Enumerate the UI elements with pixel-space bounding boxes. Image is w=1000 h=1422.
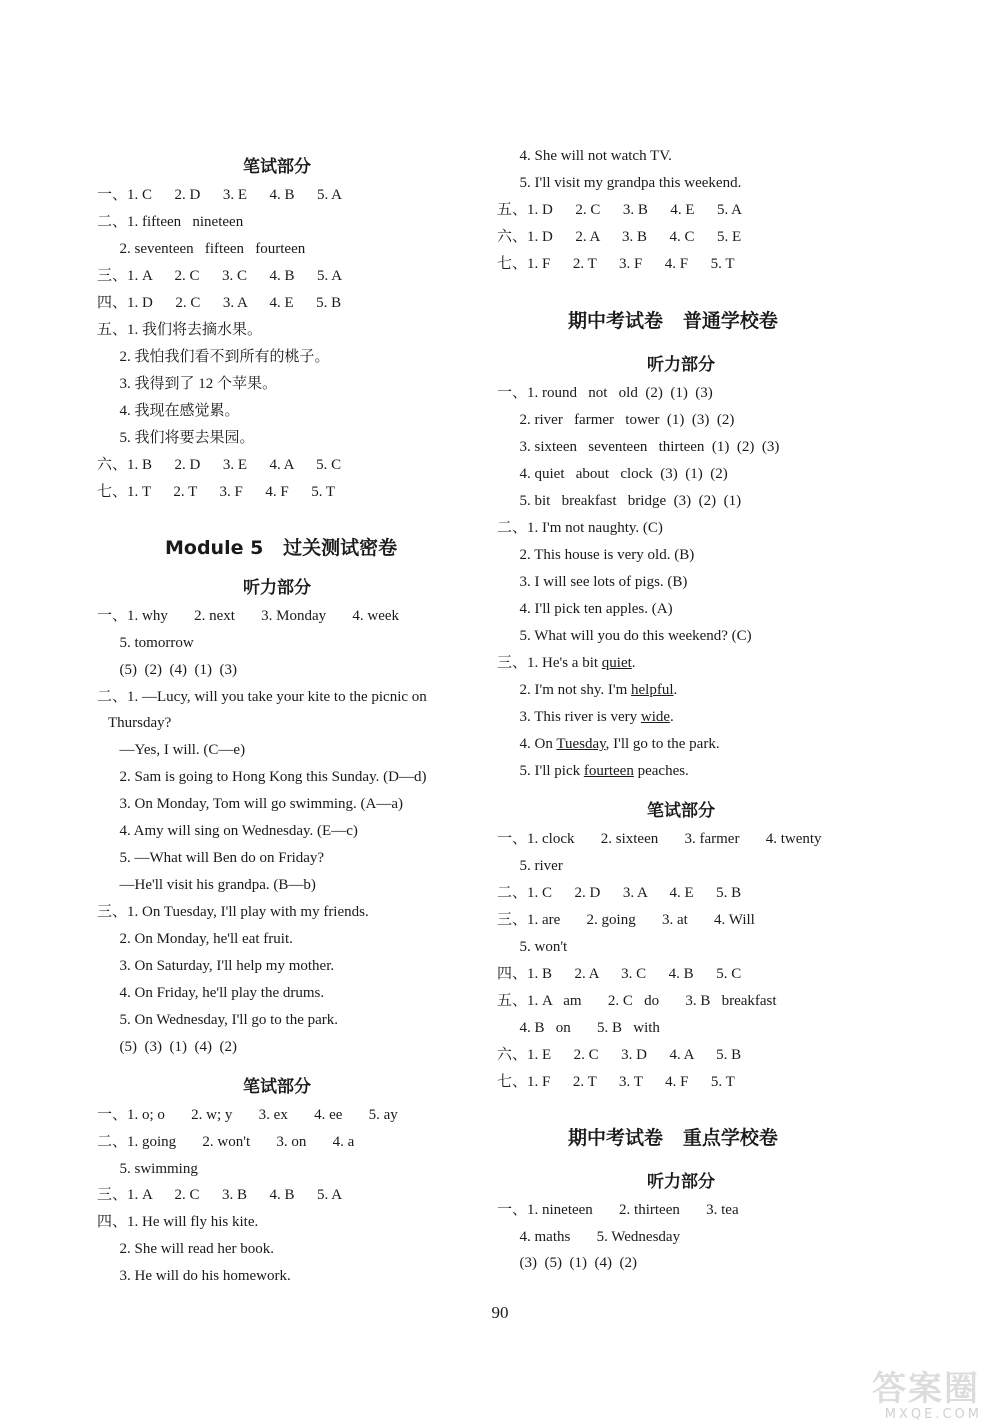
answer-line: 一、1. clock 2. sixteen 3. farmer 4. twenty (497, 831, 822, 847)
answer-line: 5. On Wednesday, I'll go to the park. (97, 1012, 339, 1028)
watermark-logo: 答案圈 (872, 1369, 980, 1409)
answer-line: (3) (5) (1) (4) (2) (497, 1255, 637, 1271)
answer-line: 4. On Tuesday, I'll go to the park. (497, 736, 720, 752)
answer-line: 2. 我怕我们看不到所有的桃子。 (97, 349, 330, 365)
answer-line: 4. I'll pick ten apples. (A) (497, 601, 673, 617)
section-heading-written: 笔试部分 (243, 157, 311, 177)
answer-line: 4. Amy will sing on Wednesday. (E—c) (97, 823, 358, 839)
answer-line: 4. B on 5. B with (497, 1020, 660, 1036)
answer-line: —Yes, I will. (C—e) (97, 742, 246, 758)
answer-line: 三、1. A 2. C 3. B 4. B 5. A (97, 1187, 343, 1203)
answer-line: 七、1. F 2. T 3. T 4. F 5. T (497, 1074, 735, 1090)
page-number: 90 (491, 1303, 509, 1322)
answer-line: 3. On Monday, Tom will go swimming. (A—a) (97, 796, 404, 812)
answer-line: 六、1. B 2. D 3. E 4. A 5. C (97, 457, 342, 473)
answer-line: 5. tomorrow (97, 635, 194, 651)
answer-line: 三、1. A 2. C 3. C 4. B 5. A (97, 268, 343, 284)
answer-line: 2. river farmer tower (1) (3) (2) (497, 412, 735, 428)
answer-line: 2. I'm not shy. I'm helpful. (497, 682, 678, 698)
section-heading-listening: 听力部分 (647, 355, 715, 375)
answer-line: 七、1. F 2. T 3. F 4. F 5. T (497, 256, 735, 272)
answer-line: 4. quiet about clock (3) (1) (2) (497, 466, 728, 482)
answer-line: 5. bit breakfast bridge (3) (2) (1) (497, 493, 742, 509)
answer-line: 二、1. —Lucy, will you take your kite to the picnic on (97, 689, 427, 705)
answer-line: 4. 我现在感觉累。 (97, 403, 240, 419)
answer-line: 二、1. going 2. won't 3. on 4. a (97, 1134, 355, 1150)
answer-line: 七、1. T 2. T 3. F 4. F 5. T (97, 484, 336, 500)
answer-line: 2. This house is very old. (B) (497, 547, 695, 563)
section-heading-listening: 听力部分 (243, 578, 311, 598)
answer-line: 5. What will you do this weekend? (C) (497, 628, 752, 644)
module-title: Module 5 过关测试密卷 (165, 537, 398, 559)
answer-line: 二、1. C 2. D 3. A 4. E 5. B (497, 885, 742, 901)
answer-line: 四、1. D 2. C 3. A 4. E 5. B (97, 295, 342, 311)
answer-line: 四、1. B 2. A 3. C 4. B 5. C (497, 966, 742, 982)
answer-line: 3. sixteen seventeen thirteen (1) (2) (3) (497, 439, 780, 455)
answer-line: 五、1. 我们将去摘水果。 (97, 322, 263, 338)
watermark-url: MXQE.COM (884, 1407, 982, 1422)
answer-line: 一、1. round not old (2) (1) (3) (497, 385, 713, 401)
answer-line: 4. maths 5. Wednesday (497, 1229, 681, 1245)
exam-title: 期中考试卷 普通学校卷 (568, 310, 778, 332)
answer-line: 2. She will read her book. (97, 1241, 275, 1257)
answer-line: 3. 我得到了 12 个苹果。 (97, 376, 278, 392)
answer-line: (5) (2) (4) (1) (3) (97, 662, 237, 678)
answer-line: 三、1. On Tuesday, I'll play with my friends. (97, 904, 369, 920)
answer-line: 3. I will see lots of pigs. (B) (497, 574, 688, 590)
answer-line: 5. swimming (97, 1161, 198, 1177)
answer-line: (5) (3) (1) (4) (2) (97, 1039, 237, 1055)
answer-line: 二、1. fifteen nineteen (97, 214, 244, 230)
section-heading-written: 笔试部分 (647, 801, 715, 821)
answer-line: 5. 我们将要去果园。 (97, 430, 255, 446)
answer-line: 5. won't (497, 939, 568, 955)
answer-line: Thursday? (108, 715, 172, 731)
answer-line: 一、1. why 2. next 3. Monday 4. week (97, 608, 400, 624)
answer-line: 3. This river is very wide. (497, 709, 674, 725)
answer-line: 2. On Monday, he'll eat fruit. (97, 931, 293, 947)
answer-line: 四、1. He will fly his kite. (97, 1214, 259, 1230)
answer-line: 三、1. are 2. going 3. at 4. Will (497, 912, 755, 928)
answer-line: 五、1. A am 2. C do 3. B breakfast (497, 993, 777, 1009)
answer-line: 4. On Friday, he'll play the drums. (97, 985, 325, 1001)
answer-line: 五、1. D 2. C 3. B 4. E 5. A (497, 202, 743, 218)
answer-line: 3. He will do his homework. (97, 1268, 291, 1284)
answer-line: 一、1. o; o 2. w; y 3. ex 4. ee 5. ay (97, 1107, 398, 1123)
answer-line: 5. I'll pick fourteen peaches. (497, 763, 689, 779)
answer-line: 二、1. I'm not naughty. (C) (497, 520, 663, 536)
answer-line: 5. river (497, 858, 563, 874)
answer-line: 5. I'll visit my grandpa this weekend. (497, 175, 742, 191)
exam-title: 期中考试卷 重点学校卷 (568, 1127, 778, 1149)
answer-line: 六、1. D 2. A 3. B 4. C 5. E (497, 229, 742, 245)
section-heading-listening: 听力部分 (647, 1172, 715, 1192)
answer-line: 六、1. E 2. C 3. D 4. A 5. B (497, 1047, 742, 1063)
answer-line: 5. —What will Ben do on Friday? (97, 850, 325, 866)
answer-line: 3. On Saturday, I'll help my mother. (97, 958, 335, 974)
answer-line: 三、1. He's a bit quiet. (497, 655, 636, 671)
section-heading-written: 笔试部分 (243, 1077, 311, 1097)
answer-line: —He'll visit his grandpa. (B—b) (97, 877, 316, 893)
answer-line: 4. She will not watch TV. (497, 148, 672, 164)
answer-line: 2. Sam is going to Hong Kong this Sunday. (D—d) (97, 769, 427, 785)
answer-line: 2. seventeen fifteen fourteen (97, 241, 306, 257)
answer-line: 一、1. C 2. D 3. E 4. B 5. A (97, 187, 343, 203)
answer-line: 一、1. nineteen 2. thirteen 3. tea (497, 1202, 739, 1218)
